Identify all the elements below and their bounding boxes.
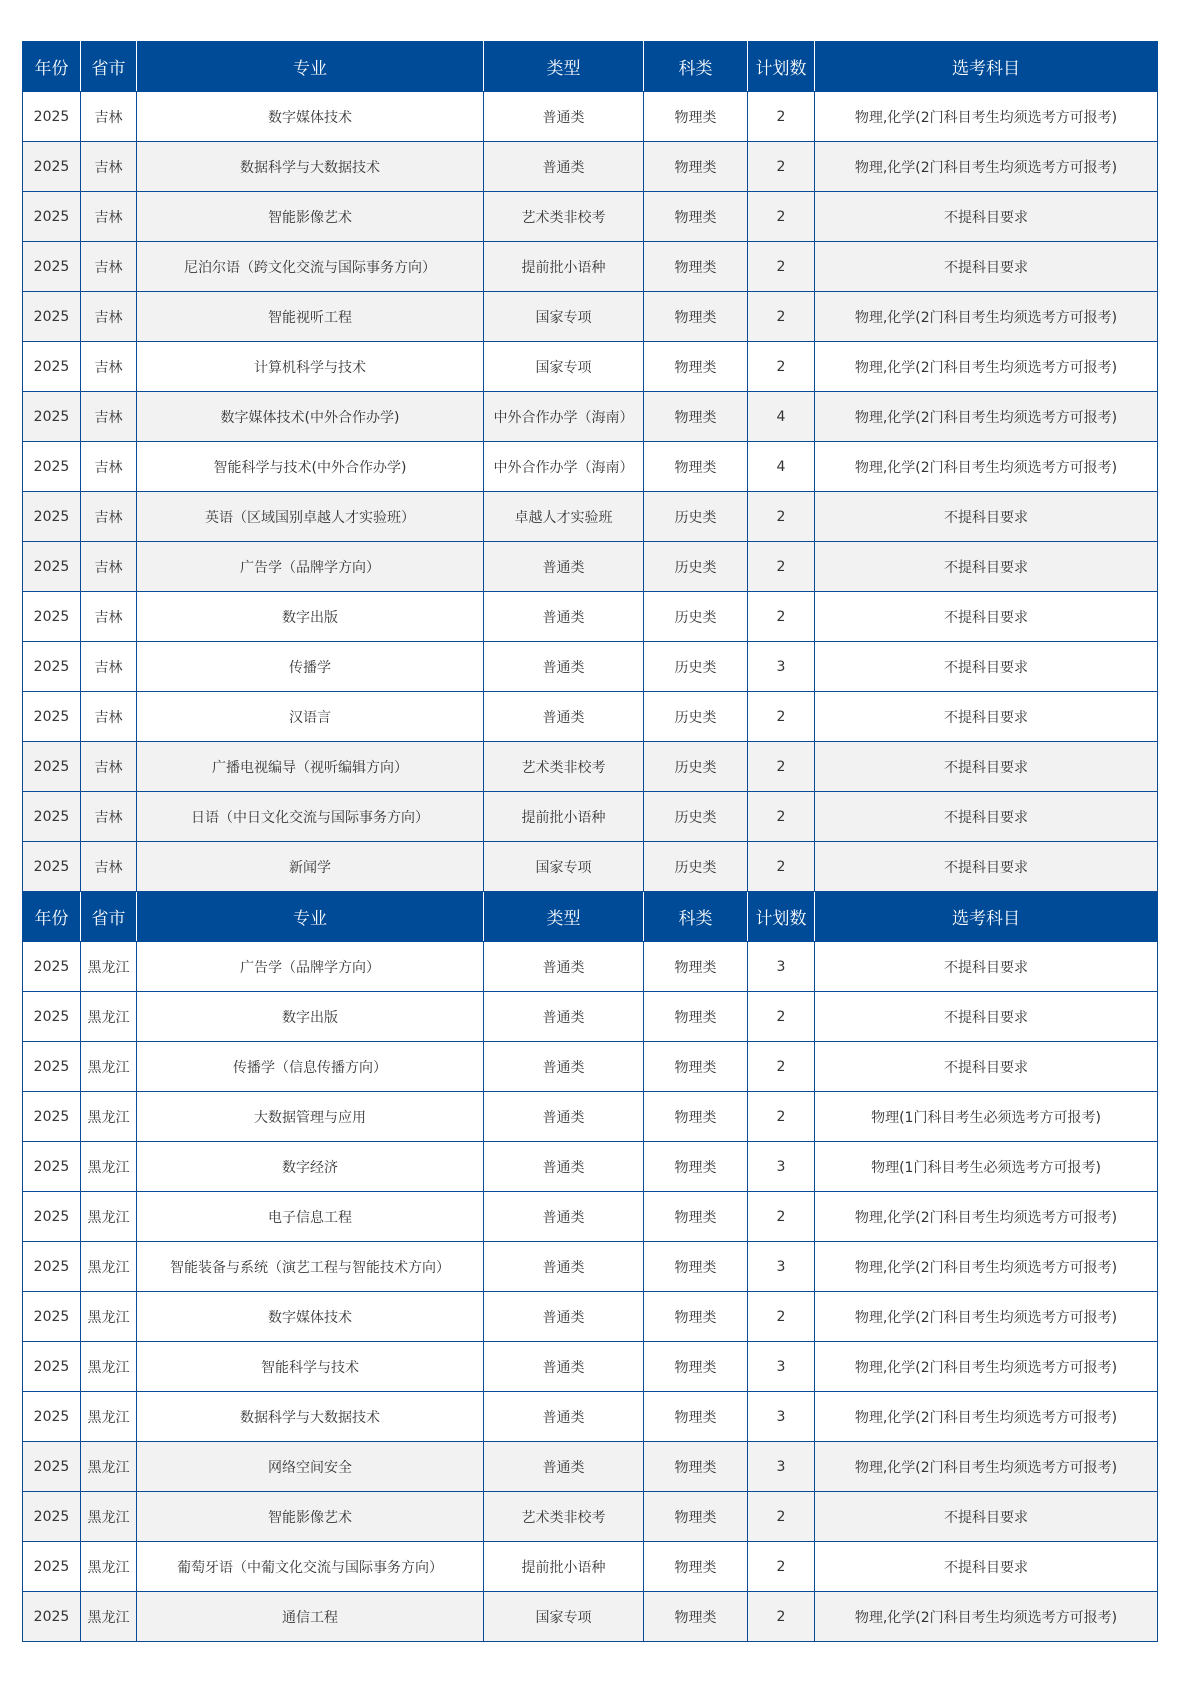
table-row <box>23 242 1158 292</box>
cell-year: 2025 <box>23 1442 81 1492</box>
cell-year: 2025 <box>23 442 81 492</box>
cell-type: 艺术类非校考 <box>484 742 644 792</box>
cell-major: 通信工程 <box>137 1592 484 1642</box>
cell-subject-category: 物理类 <box>644 442 748 492</box>
table-row <box>23 392 1158 442</box>
cell-year: 2025 <box>23 742 81 792</box>
cell-year: 2025 <box>23 142 81 192</box>
header-type: 类型 <box>484 42 644 92</box>
cell-type: 普通类 <box>484 992 644 1042</box>
cell-subject-requirement: 物理,化学(2门科目考生均须选考方可报考) <box>815 1392 1158 1442</box>
cell-year: 2025 <box>23 1242 81 1292</box>
cell-type: 普通类 <box>484 1392 644 1442</box>
cell-subject-category: 物理类 <box>644 1092 748 1142</box>
cell-subject-requirement: 不提科目要求 <box>815 1042 1158 1092</box>
cell-plan-count: 2 <box>748 1542 815 1592</box>
cell-province: 吉林 <box>81 842 137 892</box>
cell-province: 黑龙江 <box>81 1342 137 1392</box>
cell-subject-requirement: 不提科目要求 <box>815 1492 1158 1542</box>
cell-year: 2025 <box>23 492 81 542</box>
cell-province: 吉林 <box>81 292 137 342</box>
cell-subject-category: 历史类 <box>644 692 748 742</box>
cell-year: 2025 <box>23 1542 81 1592</box>
cell-plan-count: 2 <box>748 992 815 1042</box>
table-row <box>23 1592 1158 1642</box>
cell-type: 普通类 <box>484 692 644 742</box>
table-row <box>23 642 1158 692</box>
table-row <box>23 1042 1158 1092</box>
cell-type: 普通类 <box>484 1342 644 1392</box>
table-row <box>23 842 1158 892</box>
cell-type: 普通类 <box>484 1192 644 1242</box>
cell-year: 2025 <box>23 992 81 1042</box>
cell-major: 汉语言 <box>137 692 484 742</box>
cell-year: 2025 <box>23 92 81 142</box>
cell-major: 新闻学 <box>137 842 484 892</box>
cell-year: 2025 <box>23 1092 81 1142</box>
cell-plan-count: 3 <box>748 1242 815 1292</box>
cell-subject-category: 物理类 <box>644 1442 748 1492</box>
table-row <box>23 1442 1158 1492</box>
cell-subject-requirement: 不提科目要求 <box>815 592 1158 642</box>
cell-type: 艺术类非校考 <box>484 1492 644 1542</box>
cell-type: 国家专项 <box>484 1592 644 1642</box>
cell-subject-category: 物理类 <box>644 292 748 342</box>
cell-subject-requirement: 物理(1门科目考生必须选考方可报考) <box>815 1142 1158 1192</box>
cell-subject-category: 物理类 <box>644 1142 748 1192</box>
cell-plan-count: 2 <box>748 692 815 742</box>
cell-subject-category: 物理类 <box>644 1592 748 1642</box>
table-row <box>23 1092 1158 1142</box>
cell-province: 黑龙江 <box>81 1092 137 1142</box>
cell-subject-category: 物理类 <box>644 1342 748 1392</box>
cell-type: 普通类 <box>484 542 644 592</box>
cell-major: 日语（中日文化交流与国际事务方向） <box>137 792 484 842</box>
cell-subject-requirement: 物理,化学(2门科目考生均须选考方可报考) <box>815 342 1158 392</box>
table-row <box>23 742 1158 792</box>
table-row <box>23 492 1158 542</box>
cell-year: 2025 <box>23 692 81 742</box>
cell-type: 普通类 <box>484 1442 644 1492</box>
cell-subject-requirement: 物理,化学(2门科目考生均须选考方可报考) <box>815 1192 1158 1242</box>
cell-type: 艺术类非校考 <box>484 192 644 242</box>
cell-type: 普通类 <box>484 142 644 192</box>
header-subject-requirement: 选考科目 <box>815 42 1158 92</box>
cell-province: 黑龙江 <box>81 1192 137 1242</box>
cell-province: 吉林 <box>81 192 137 242</box>
cell-plan-count: 2 <box>748 542 815 592</box>
cell-plan-count: 2 <box>748 92 815 142</box>
table-row <box>23 342 1158 392</box>
cell-subject-category: 历史类 <box>644 642 748 692</box>
cell-plan-count: 2 <box>748 1292 815 1342</box>
cell-major: 尼泊尔语（跨文化交流与国际事务方向） <box>137 242 484 292</box>
cell-type: 普通类 <box>484 642 644 692</box>
table-row <box>23 1142 1158 1192</box>
cell-province: 吉林 <box>81 242 137 292</box>
cell-province: 黑龙江 <box>81 1592 137 1642</box>
cell-plan-count: 2 <box>748 1592 815 1642</box>
cell-year: 2025 <box>23 392 81 442</box>
cell-province: 黑龙江 <box>81 1442 137 1492</box>
cell-subject-category: 历史类 <box>644 492 748 542</box>
enrollment-plan-table <box>22 41 1158 1642</box>
cell-plan-count: 2 <box>748 142 815 192</box>
cell-year: 2025 <box>23 1392 81 1442</box>
cell-major: 数据科学与大数据技术 <box>137 1392 484 1442</box>
cell-plan-count: 2 <box>748 1192 815 1242</box>
header-subject-requirement: 选考科目 <box>815 892 1158 942</box>
cell-province: 吉林 <box>81 92 137 142</box>
cell-subject-category: 物理类 <box>644 342 748 392</box>
cell-plan-count: 2 <box>748 742 815 792</box>
cell-province: 吉林 <box>81 442 137 492</box>
cell-subject-requirement: 不提科目要求 <box>815 792 1158 842</box>
cell-year: 2025 <box>23 1492 81 1542</box>
cell-subject-category: 物理类 <box>644 1492 748 1542</box>
header-major: 专业 <box>137 42 484 92</box>
cell-major: 广播电视编导（视听编辑方向） <box>137 742 484 792</box>
cell-major: 大数据管理与应用 <box>137 1092 484 1142</box>
cell-plan-count: 3 <box>748 942 815 992</box>
cell-province: 黑龙江 <box>81 1292 137 1342</box>
cell-type: 提前批小语种 <box>484 792 644 842</box>
cell-plan-count: 2 <box>748 1492 815 1542</box>
cell-plan-count: 2 <box>748 1092 815 1142</box>
cell-year: 2025 <box>23 242 81 292</box>
cell-year: 2025 <box>23 1292 81 1342</box>
header-type: 类型 <box>484 892 644 942</box>
cell-year: 2025 <box>23 542 81 592</box>
cell-year: 2025 <box>23 792 81 842</box>
cell-plan-count: 2 <box>748 242 815 292</box>
table-body <box>23 42 1158 1642</box>
cell-subject-category: 历史类 <box>644 592 748 642</box>
cell-subject-requirement: 物理,化学(2门科目考生均须选考方可报考) <box>815 1292 1158 1342</box>
cell-major: 数字出版 <box>137 992 484 1042</box>
cell-subject-category: 物理类 <box>644 1392 748 1442</box>
cell-subject-category: 物理类 <box>644 192 748 242</box>
cell-province: 吉林 <box>81 642 137 692</box>
cell-subject-requirement: 不提科目要求 <box>815 542 1158 592</box>
cell-type: 普通类 <box>484 1242 644 1292</box>
cell-plan-count: 2 <box>748 342 815 392</box>
table-row <box>23 592 1158 642</box>
cell-major: 葡萄牙语（中葡文化交流与国际事务方向） <box>137 1542 484 1592</box>
cell-year: 2025 <box>23 1192 81 1242</box>
cell-type: 卓越人才实验班 <box>484 492 644 542</box>
table-row <box>23 542 1158 592</box>
cell-plan-count: 4 <box>748 442 815 492</box>
cell-type: 中外合作办学（海南） <box>484 392 644 442</box>
cell-year: 2025 <box>23 192 81 242</box>
cell-major: 智能科学与技术(中外合作办学) <box>137 442 484 492</box>
table-row <box>23 992 1158 1042</box>
cell-type: 国家专项 <box>484 292 644 342</box>
cell-province: 黑龙江 <box>81 1492 137 1542</box>
cell-province: 吉林 <box>81 592 137 642</box>
cell-type: 中外合作办学（海南） <box>484 442 644 492</box>
cell-type: 提前批小语种 <box>484 1542 644 1592</box>
cell-subject-requirement: 物理,化学(2门科目考生均须选考方可报考) <box>815 1442 1158 1492</box>
cell-plan-count: 2 <box>748 492 815 542</box>
cell-province: 吉林 <box>81 742 137 792</box>
cell-subject-requirement: 物理,化学(2门科目考生均须选考方可报考) <box>815 142 1158 192</box>
cell-subject-requirement: 物理,化学(2门科目考生均须选考方可报考) <box>815 1342 1158 1392</box>
table-row <box>23 942 1158 992</box>
cell-plan-count: 3 <box>748 642 815 692</box>
cell-subject-category: 物理类 <box>644 142 748 192</box>
cell-type: 提前批小语种 <box>484 242 644 292</box>
cell-subject-category: 物理类 <box>644 1292 748 1342</box>
cell-type: 普通类 <box>484 1092 644 1142</box>
cell-subject-requirement: 不提科目要求 <box>815 642 1158 692</box>
cell-province: 黑龙江 <box>81 1392 137 1442</box>
cell-subject-category: 物理类 <box>644 1542 748 1592</box>
cell-major: 网络空间安全 <box>137 1442 484 1492</box>
cell-major: 数字媒体技术 <box>137 1292 484 1342</box>
table-row <box>23 192 1158 242</box>
cell-subject-requirement: 不提科目要求 <box>815 492 1158 542</box>
cell-plan-count: 4 <box>748 392 815 442</box>
cell-subject-category: 历史类 <box>644 792 748 842</box>
header-plan-count: 计划数 <box>748 42 815 92</box>
cell-subject-requirement: 不提科目要求 <box>815 242 1158 292</box>
cell-province: 吉林 <box>81 492 137 542</box>
cell-subject-requirement: 不提科目要求 <box>815 992 1158 1042</box>
cell-subject-category: 物理类 <box>644 992 748 1042</box>
cell-subject-requirement: 物理,化学(2门科目考生均须选考方可报考) <box>815 442 1158 492</box>
cell-major: 智能影像艺术 <box>137 1492 484 1542</box>
table-row <box>23 1342 1158 1392</box>
table-row <box>23 92 1158 142</box>
header-subject-category: 科类 <box>644 892 748 942</box>
table-row <box>23 792 1158 842</box>
cell-subject-requirement: 物理,化学(2门科目考生均须选考方可报考) <box>815 1592 1158 1642</box>
cell-major: 数字经济 <box>137 1142 484 1192</box>
cell-subject-requirement: 物理,化学(2门科目考生均须选考方可报考) <box>815 92 1158 142</box>
cell-major: 数字出版 <box>137 592 484 642</box>
header-major: 专业 <box>137 892 484 942</box>
cell-subject-category: 物理类 <box>644 92 748 142</box>
header-province: 省市 <box>81 892 137 942</box>
cell-plan-count: 2 <box>748 842 815 892</box>
cell-major: 智能影像艺术 <box>137 192 484 242</box>
cell-subject-requirement: 不提科目要求 <box>815 842 1158 892</box>
cell-plan-count: 2 <box>748 192 815 242</box>
cell-type: 普通类 <box>484 1292 644 1342</box>
cell-province: 吉林 <box>81 692 137 742</box>
cell-type: 普通类 <box>484 1142 644 1192</box>
cell-province: 黑龙江 <box>81 1142 137 1192</box>
cell-type: 普通类 <box>484 92 644 142</box>
cell-subject-category: 物理类 <box>644 1242 748 1292</box>
cell-subject-requirement: 不提科目要求 <box>815 742 1158 792</box>
table-header-row-1 <box>23 42 1158 92</box>
cell-plan-count: 3 <box>748 1392 815 1442</box>
cell-subject-requirement: 物理,化学(2门科目考生均须选考方可报考) <box>815 292 1158 342</box>
cell-type: 国家专项 <box>484 342 644 392</box>
table-row <box>23 142 1158 192</box>
header-year: 年份 <box>23 42 81 92</box>
cell-year: 2025 <box>23 642 81 692</box>
table-header-row-2 <box>23 892 1158 942</box>
cell-plan-count: 3 <box>748 1342 815 1392</box>
cell-major: 智能视听工程 <box>137 292 484 342</box>
cell-province: 吉林 <box>81 342 137 392</box>
cell-province: 吉林 <box>81 792 137 842</box>
cell-year: 2025 <box>23 1592 81 1642</box>
table-row <box>23 1242 1158 1292</box>
cell-major: 电子信息工程 <box>137 1192 484 1242</box>
table-row <box>23 1392 1158 1442</box>
cell-plan-count: 2 <box>748 592 815 642</box>
cell-type: 普通类 <box>484 592 644 642</box>
cell-subject-category: 历史类 <box>644 842 748 892</box>
cell-type: 国家专项 <box>484 842 644 892</box>
cell-major: 智能装备与系统（演艺工程与智能技术方向） <box>137 1242 484 1292</box>
cell-major: 数字媒体技术 <box>137 92 484 142</box>
cell-type: 普通类 <box>484 942 644 992</box>
cell-major: 智能科学与技术 <box>137 1342 484 1392</box>
cell-subject-category: 物理类 <box>644 1192 748 1242</box>
cell-plan-count: 3 <box>748 1142 815 1192</box>
cell-major: 传播学 <box>137 642 484 692</box>
cell-year: 2025 <box>23 592 81 642</box>
cell-year: 2025 <box>23 1042 81 1092</box>
cell-subject-requirement: 不提科目要求 <box>815 942 1158 992</box>
cell-major: 传播学（信息传播方向） <box>137 1042 484 1092</box>
cell-major: 广告学（品牌学方向） <box>137 542 484 592</box>
table-row <box>23 1542 1158 1592</box>
cell-province: 黑龙江 <box>81 942 137 992</box>
cell-plan-count: 3 <box>748 1442 815 1492</box>
cell-year: 2025 <box>23 1342 81 1392</box>
cell-subject-category: 历史类 <box>644 542 748 592</box>
header-year: 年份 <box>23 892 81 942</box>
cell-year: 2025 <box>23 1142 81 1192</box>
cell-subject-requirement: 不提科目要求 <box>815 1542 1158 1592</box>
cell-major: 广告学（品牌学方向） <box>137 942 484 992</box>
cell-province: 吉林 <box>81 542 137 592</box>
table-row <box>23 1192 1158 1242</box>
enrollment-plan-container <box>22 41 1157 1642</box>
cell-major: 英语（区域国别卓越人才实验班） <box>137 492 484 542</box>
cell-subject-requirement: 不提科目要求 <box>815 192 1158 242</box>
cell-major: 计算机科学与技术 <box>137 342 484 392</box>
header-subject-category: 科类 <box>644 42 748 92</box>
cell-province: 黑龙江 <box>81 1242 137 1292</box>
table-row <box>23 292 1158 342</box>
table-row <box>23 692 1158 742</box>
cell-year: 2025 <box>23 842 81 892</box>
cell-province: 黑龙江 <box>81 1042 137 1092</box>
table-row <box>23 1292 1158 1342</box>
cell-plan-count: 2 <box>748 292 815 342</box>
cell-year: 2025 <box>23 342 81 392</box>
cell-province: 黑龙江 <box>81 992 137 1042</box>
cell-type: 普通类 <box>484 1042 644 1092</box>
cell-major: 数字媒体技术(中外合作办学) <box>137 392 484 442</box>
cell-subject-category: 历史类 <box>644 742 748 792</box>
cell-subject-category: 物理类 <box>644 392 748 442</box>
cell-subject-category: 物理类 <box>644 242 748 292</box>
cell-plan-count: 2 <box>748 792 815 842</box>
cell-year: 2025 <box>23 942 81 992</box>
header-province: 省市 <box>81 42 137 92</box>
cell-province: 黑龙江 <box>81 1542 137 1592</box>
cell-subject-requirement: 物理,化学(2门科目考生均须选考方可报考) <box>815 392 1158 442</box>
cell-subject-requirement: 不提科目要求 <box>815 692 1158 742</box>
cell-subject-category: 物理类 <box>644 1042 748 1092</box>
cell-subject-category: 物理类 <box>644 942 748 992</box>
cell-subject-requirement: 物理,化学(2门科目考生均须选考方可报考) <box>815 1242 1158 1292</box>
cell-year: 2025 <box>23 292 81 342</box>
header-plan-count: 计划数 <box>748 892 815 942</box>
table-row <box>23 1492 1158 1542</box>
cell-subject-requirement: 物理(1门科目考生必须选考方可报考) <box>815 1092 1158 1142</box>
table-row <box>23 442 1158 492</box>
cell-major: 数据科学与大数据技术 <box>137 142 484 192</box>
cell-province: 吉林 <box>81 392 137 442</box>
cell-province: 吉林 <box>81 142 137 192</box>
cell-plan-count: 2 <box>748 1042 815 1092</box>
